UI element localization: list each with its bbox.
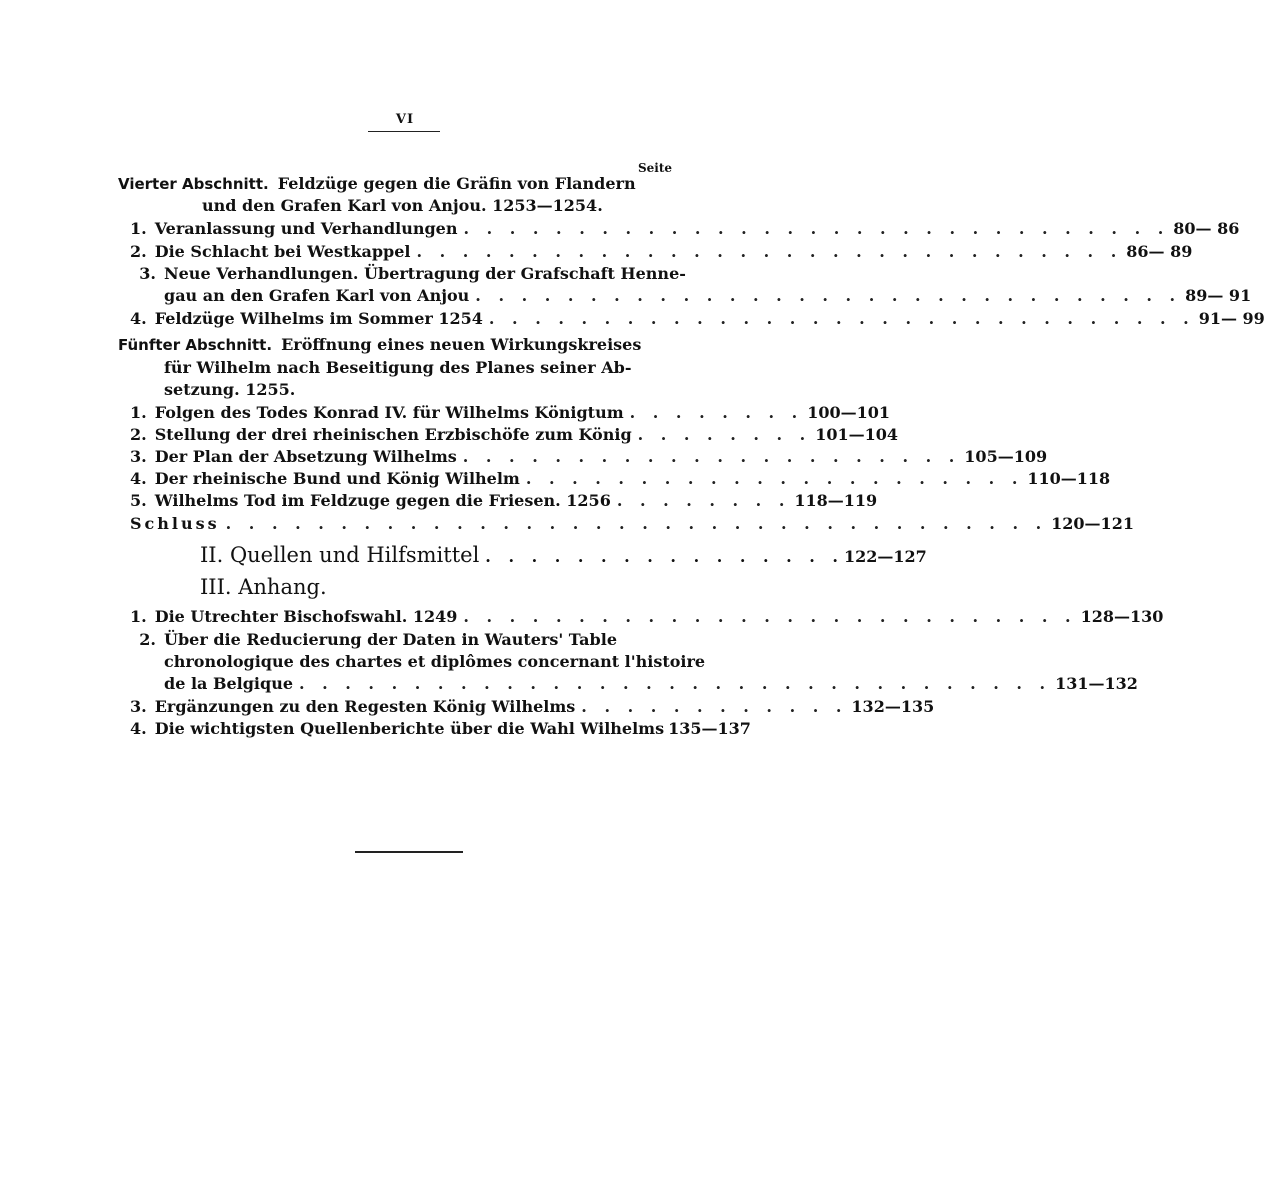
leader-dots: . . . . . . . . . . . . . . . . . . . . . . . . . . . [463, 607, 1077, 626]
quellen-title: II. Quellen und Hilfsmittel [200, 543, 480, 567]
entry-number: 2. [139, 630, 156, 649]
entry-title: Die Utrechter Bischofswahl. 1249 [154, 607, 458, 626]
page-number: VI [395, 112, 415, 127]
anhang-heading [200, 575, 327, 599]
entry-number: 2. [130, 242, 147, 261]
entry-page: 100—101 [807, 403, 890, 422]
section-5-title-line-1: Eröffnung eines neuen Wirkungskreises [281, 335, 642, 354]
entry-title-continued: gau an den Grafen Karl von Anjou [164, 286, 470, 305]
leader-dots: . . . . . . . . . . . . . . . . . . . . . . . . . . . . . . . . . [299, 674, 1052, 693]
toc-entry-line-1[interactable] [118, 630, 690, 652]
entry-title: Neue Verhandlungen. Übertragung der Grafschaft Henne- [164, 264, 686, 283]
schluss-title: Schluss [130, 514, 220, 533]
section-4-heading [118, 174, 690, 196]
entry-number: 3. [139, 264, 156, 283]
entry-page: 86— 89 [1126, 242, 1193, 261]
leader-dots: . . . . . . . . . . . . . . . . [485, 547, 844, 566]
leader-dots: . . . . . . . . . . . . . . . . . . . . . . [462, 447, 961, 466]
entry-number: 2. [130, 425, 147, 444]
section-4-title-line-2 [118, 196, 774, 218]
leader-dots: . . . . . . . . . . . . . . . . . . . . . . [525, 469, 1024, 488]
entry-number: 1. [130, 403, 147, 422]
entry-page: 91— 99 [1198, 309, 1265, 328]
entry-title: Veranlassung und Verhandlungen [154, 219, 458, 238]
entry-number: 1. [130, 219, 147, 238]
toc-entry[interactable] [118, 719, 751, 741]
leader-dots: . . . . . . . . . . . . . . . . . . . . . . . . . . . . . . . . . . . . [225, 514, 1048, 533]
leader-dots: . . . . . . . . [629, 403, 804, 422]
toc-entry-line-2[interactable] [118, 652, 736, 674]
toc-entry[interactable] [118, 309, 1265, 331]
section-5-title-line-2 [118, 358, 736, 380]
leader-dots: . . . . . . . . . . . . . . . . . . . . . . . . . . . . . . . [475, 286, 1182, 305]
toc-entry[interactable] [118, 219, 1240, 241]
toc-entry[interactable] [118, 469, 1111, 491]
entry-title-continued: chronologique des chartes et diplômes concernant l'histoire [164, 652, 706, 671]
toc-entry[interactable] [118, 425, 898, 447]
entry-page: 101—104 [815, 425, 898, 444]
toc-entry[interactable] [118, 403, 890, 425]
section-5-title-line-3-text: setzung. 1255. [164, 380, 296, 399]
entry-page: 122—127 [843, 547, 927, 566]
entry-title: Wilhelms Tod im Feldzuge gegen die Friesen. 1256 [154, 491, 611, 510]
toc-entry-line-1[interactable] [118, 264, 690, 286]
toc-entry-line-2[interactable] [118, 286, 1252, 308]
entry-title: Ergänzungen zu den Regesten König Wilhelms [154, 697, 576, 716]
toc-entry-line-3[interactable] [118, 674, 1138, 696]
section-5-title-line-3 [118, 380, 736, 402]
toc-entry-schluss[interactable] [118, 514, 1134, 536]
entry-title: Folgen des Todes Konrad IV. für Wilhelms Königtum [154, 403, 624, 422]
entry-number: 3. [130, 447, 147, 466]
entry-title: Stellung der drei rheinischen Erzbischöfe zum König [154, 425, 632, 444]
entry-number: 1. [130, 607, 147, 626]
entry-page: 105—109 [964, 447, 1048, 466]
entry-page: 80— 86 [1173, 219, 1240, 238]
leader-dots: . . . . . . . . [616, 491, 791, 510]
entry-title: Die Schlacht bei Westkappel [154, 242, 411, 261]
seite-label: Seite [638, 161, 673, 175]
toc-entry[interactable] [118, 607, 1164, 629]
entry-number: 3. [130, 697, 147, 716]
entry-page: 128—130 [1080, 607, 1164, 626]
entry-title: Der Plan der Absetzung Wilhelms [154, 447, 457, 466]
toc-entry-quellen[interactable] [200, 543, 927, 567]
entry-number: 5. [130, 491, 147, 510]
section-4-title-line-1: Feldzüge gegen die Gräfin von Flandern [277, 174, 636, 193]
entry-title: Die wichtigsten Quellenberichte über die Wahl Wilhelms [154, 719, 665, 738]
leader-dots: . . . . . . . . [637, 425, 812, 444]
leader-dots: . . . . . . . . . . . . . . . . . . . . . . . . . . . . . . . [488, 309, 1195, 328]
section-5-heading [118, 335, 690, 357]
leader-dots: . . . . . . . . . . . . [581, 697, 848, 716]
leader-dots: . . . . . . . . . . . . . . . . . . . . . . . . . . . . . . . [416, 242, 1123, 261]
toc-entry[interactable] [118, 491, 878, 513]
section-4-title-line-2-text: und den Grafen Karl von Anjou. 1253—1254. [202, 196, 603, 215]
entry-title-continued: de la Belgique [164, 674, 293, 693]
entry-page: 132—135 [851, 697, 935, 716]
toc-entry[interactable] [118, 242, 1193, 264]
entry-page: 110—118 [1027, 469, 1111, 488]
entry-page: 131—132 [1055, 674, 1138, 693]
entry-number: 4. [130, 469, 147, 488]
section-4-lead: Vierter Abschnitt. [118, 175, 269, 193]
toc-entry[interactable] [118, 447, 1048, 469]
entry-page: 118—119 [794, 491, 878, 510]
entry-page: 135—137 [668, 719, 751, 738]
section-5-title-line-2-text: für Wilhelm nach Beseitigung des Planes seiner Ab- [164, 358, 632, 377]
entry-title: Über die Reducierung der Daten in Wauters' Table [164, 630, 617, 649]
anhang-title: III. Anhang. [200, 575, 327, 599]
entry-number: 4. [130, 719, 147, 738]
header-rule [368, 131, 440, 132]
entry-page: 89— 91 [1185, 286, 1252, 305]
section-5-lead: Fünfter Abschnitt. [118, 336, 273, 354]
leader-dots: . . . . . . . . . . . . . . . . . . . . . . . . . . . . . . . [463, 219, 1170, 238]
entry-title: Der rheinische Bund und König Wilhelm [154, 469, 520, 488]
footer-rule [355, 851, 463, 853]
entry-number: 4. [130, 309, 147, 328]
entry-page: 120—121 [1051, 514, 1134, 533]
toc-entry[interactable] [118, 697, 935, 719]
entry-title: Feldzüge Wilhelms im Sommer 1254 [154, 309, 483, 328]
